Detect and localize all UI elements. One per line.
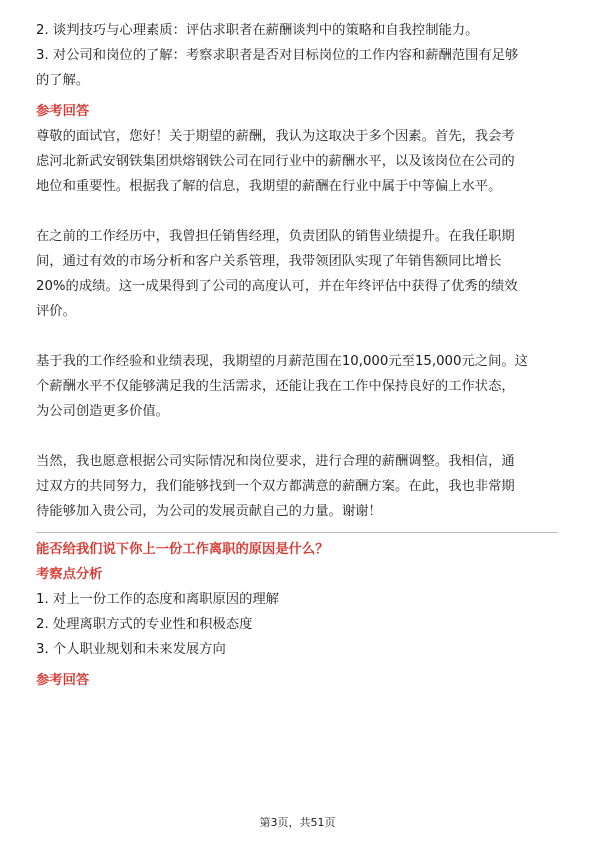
- paragraph-line: 20%的成绩。这一成果得到了公司的高度认可，并在年终评估中获得了优秀的绩效: [36, 279, 518, 294]
- paragraph-line: 在之前的工作经历中，我曾担任销售经理，负责团队的销售业绩提升。在我任职期: [36, 229, 515, 244]
- paragraph-line: 间，通过有效的市场分析和客户关系管理，我带领团队实现了年销售额同比增长: [36, 254, 502, 269]
- paragraph-line: 评价。: [36, 304, 76, 319]
- answer-paragraph-1: [36, 124, 558, 199]
- paragraph-line: 虑河北新武安钢铁集团烘熔钢铁公司在同行业中的薪酬水平，以及该岗位在公司的: [36, 154, 515, 169]
- analysis-points: [36, 587, 558, 662]
- answer-paragraph-4: [36, 449, 558, 524]
- list-item: 1. 对上一份工作的态度和离职原因的理解: [36, 592, 279, 607]
- list-item: 2. 谈判技巧与心理素质：评估求职者在薪酬谈判中的策略和自我控制能力。: [36, 23, 479, 38]
- paragraph-line: 尊敬的面试官，您好！关于期望的薪酬，我认为这取决于多个因素。首先，我会考: [36, 129, 515, 144]
- list-item: 3. 个人职业规划和未来发展方向: [36, 642, 226, 657]
- answer-paragraph-3: [36, 349, 558, 424]
- page-content: [36, 18, 558, 693]
- paragraph-line: 过双方的共同努力，我们能够找到一个双方都满意的薪酬方案。在此，我也非常期: [36, 479, 515, 494]
- list-item: 2. 处理离职方式的专业性和积极态度: [36, 617, 253, 632]
- list-item-continuation: 的了解。: [36, 73, 90, 88]
- intro-list: [36, 18, 558, 93]
- analysis-heading: 考察点分析: [36, 567, 103, 582]
- paragraph-line: 个薪酬水平不仅能够满足我的生活需求，还能让我在工作中保持良好的工作状态，: [36, 379, 515, 394]
- paragraph-line: 当然，我也愿意根据公司实际情况和岗位要求，进行合理的薪酬调整。我相信，通: [36, 454, 515, 469]
- reference-answer-heading: 参考回答: [36, 104, 90, 119]
- page-number-footer: 第3页，共51页: [259, 816, 336, 829]
- reference-answer-heading: 参考回答: [36, 673, 90, 688]
- answer-paragraph-2: [36, 224, 558, 324]
- paragraph-line: 基于我的工作经验和业绩表现，我期望的月薪范围在10,000元至15,000元之间。这: [36, 354, 528, 369]
- paragraph-line: 待能够加入贵公司，为公司的发展贡献自己的力量。谢谢！: [36, 504, 382, 519]
- question-title: 能否给我们说下你上一份工作离职的原因是什么？: [36, 542, 329, 557]
- section-divider: [36, 532, 558, 533]
- paragraph-line: 为公司创造更多价值。: [36, 404, 169, 419]
- list-item: 3. 对公司和岗位的了解：考察求职者是否对目标岗位的工作内容和薪酬范围有足够: [36, 48, 519, 63]
- paragraph-line: 地位和重要性。根据我了解的信息，我期望的薪酬在行业中属于中等偏上水平。: [36, 179, 502, 194]
